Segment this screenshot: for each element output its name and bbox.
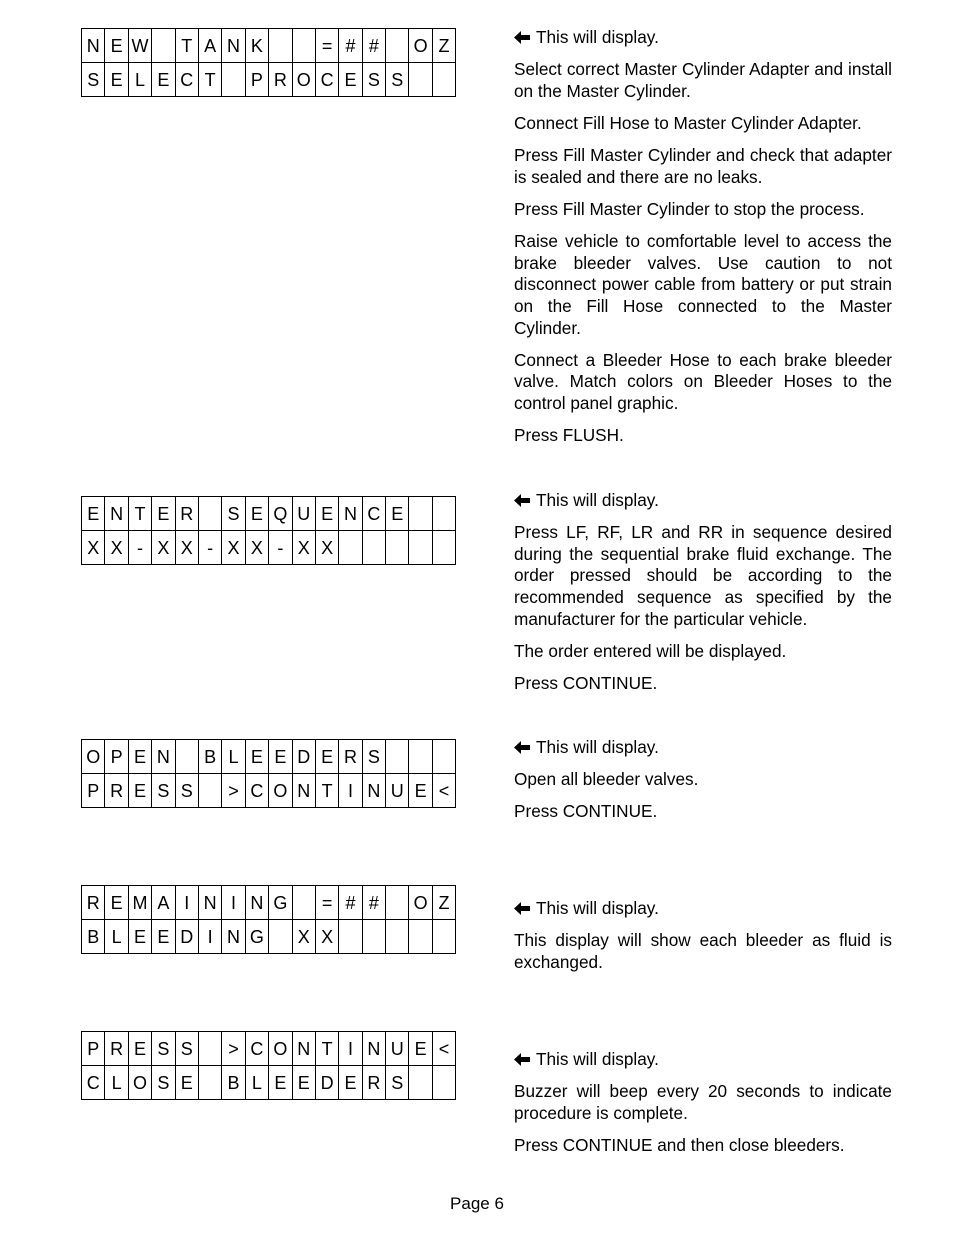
display-cell: X: [245, 531, 268, 565]
display-cell: O: [128, 1066, 151, 1100]
display-cell: R: [105, 774, 128, 808]
display-cell: C: [82, 1066, 105, 1100]
display-note: This will display.: [514, 737, 892, 759]
left-arrow-icon: [514, 31, 530, 44]
display-cell: C: [245, 774, 268, 808]
instruction-paragraph: Connect Fill Hose to Master Cylinder Adapter.: [514, 112, 862, 133]
page-number: Page 6: [450, 1194, 504, 1213]
display-row: [82, 1066, 456, 1100]
display-cell: S: [152, 1066, 175, 1100]
display-cell: [409, 920, 432, 954]
display-cell: K: [245, 29, 268, 63]
display-cell: U: [292, 497, 315, 531]
instruction-block-4: [514, 898, 892, 984]
display-cell: I: [339, 1032, 362, 1066]
display-cell: [292, 29, 315, 63]
display-row: [82, 920, 456, 954]
instruction-paragraph: Press FLUSH.: [514, 425, 624, 446]
display-cell: -: [198, 531, 221, 565]
display-row: [82, 497, 456, 531]
display-cell: E: [152, 920, 175, 954]
display-cell: R: [269, 63, 292, 97]
display-cell: N: [105, 497, 128, 531]
display-cell: E: [105, 63, 128, 97]
display-cell: T: [128, 497, 151, 531]
display-cell: D: [175, 920, 198, 954]
display-cell: P: [245, 63, 268, 97]
display-cell: [339, 531, 362, 565]
display-cell: D: [315, 1066, 338, 1100]
display-cell: Z: [432, 886, 455, 920]
display-cell: I: [175, 886, 198, 920]
display-cell: [432, 1066, 455, 1100]
display-cell: -: [269, 531, 292, 565]
display-cell: N: [198, 886, 221, 920]
display-cell: X: [105, 531, 128, 565]
display-row: [82, 740, 456, 774]
display-cell: T: [175, 29, 198, 63]
display-cell: N: [362, 774, 385, 808]
display-cell: [409, 1066, 432, 1100]
display-cell: [198, 497, 221, 531]
display-cell: [269, 29, 292, 63]
display-cell: <: [432, 774, 455, 808]
display-cell: [432, 497, 455, 531]
display-cell: >: [222, 774, 245, 808]
display-open-bleeders: [81, 739, 456, 808]
display-cell: P: [82, 1032, 105, 1066]
display-row: [82, 531, 456, 565]
display-note: This will display.: [514, 898, 892, 920]
display-cell: N: [292, 1032, 315, 1066]
display-note: This will display.: [514, 27, 892, 49]
left-arrow-icon: [514, 741, 530, 754]
display-cell: S: [175, 1032, 198, 1066]
display-cell: R: [175, 497, 198, 531]
display-cell: S: [82, 63, 105, 97]
display-cell: N: [82, 29, 105, 63]
display-cell: [386, 29, 409, 63]
instruction-block-2: [514, 490, 892, 705]
display-cell: L: [245, 1066, 268, 1100]
display-remaining: [81, 885, 456, 954]
display-cell: [432, 740, 455, 774]
display-cell: E: [245, 740, 268, 774]
display-cell: U: [386, 1032, 409, 1066]
display-cell: #: [339, 886, 362, 920]
display-note: This will display.: [514, 1049, 892, 1071]
display-cell: [409, 531, 432, 565]
display-cell: Z: [432, 29, 455, 63]
display-cell: S: [362, 63, 385, 97]
display-cell: P: [82, 774, 105, 808]
display-cell: C: [315, 63, 338, 97]
display-cell: O: [82, 740, 105, 774]
display-cell: [409, 740, 432, 774]
display-cell: E: [339, 1066, 362, 1100]
display-cell: [198, 1066, 221, 1100]
instruction-block-1: [514, 27, 892, 457]
display-cell: [198, 1032, 221, 1066]
display-cell: [386, 886, 409, 920]
display-cell: [409, 497, 432, 531]
instruction-paragraph: Press CONTINUE.: [514, 672, 658, 693]
display-row: [82, 1032, 456, 1066]
display-cell: C: [245, 1032, 268, 1066]
display-cell: E: [245, 497, 268, 531]
display-cell: <: [432, 1032, 455, 1066]
display-cell: E: [105, 29, 128, 63]
display-cell: I: [339, 774, 362, 808]
display-cell: E: [269, 1066, 292, 1100]
display-cell: S: [152, 774, 175, 808]
instruction-paragraph: This display will show each bleeder as fluid is exchanged.: [514, 930, 892, 972]
display-cell: E: [82, 497, 105, 531]
instruction-paragraph: Select correct Master Cylinder Adapter and install on the Master Cylinder.: [514, 59, 892, 101]
display-cell: I: [222, 886, 245, 920]
instruction-block-5: [514, 1049, 892, 1167]
display-cell: [386, 920, 409, 954]
left-arrow-icon: [514, 494, 530, 507]
instruction-paragraph: Buzzer will beep every 20 seconds to indicate procedure is complete.: [514, 1081, 892, 1123]
display-row: [82, 774, 456, 808]
display-cell: =: [315, 886, 338, 920]
instruction-paragraph: The order entered will be displayed.: [514, 640, 787, 661]
display-cell: R: [105, 1032, 128, 1066]
display-cell: G: [269, 886, 292, 920]
display-cell: [432, 531, 455, 565]
display-cell: [269, 920, 292, 954]
display-cell: N: [222, 920, 245, 954]
display-cell: S: [152, 1032, 175, 1066]
display-cell: =: [315, 29, 338, 63]
display-cell: O: [409, 886, 432, 920]
left-arrow-icon: [514, 902, 530, 915]
display-cell: P: [105, 740, 128, 774]
display-cell: O: [292, 63, 315, 97]
display-cell: N: [245, 886, 268, 920]
display-cell: N: [222, 29, 245, 63]
display-cell: B: [222, 1066, 245, 1100]
display-cell: T: [198, 63, 221, 97]
display-cell: N: [339, 497, 362, 531]
display-cell: X: [292, 531, 315, 565]
display-cell: [362, 531, 385, 565]
display-cell: T: [315, 774, 338, 808]
display-cell: E: [409, 774, 432, 808]
display-cell: R: [339, 740, 362, 774]
display-cell: S: [386, 1066, 409, 1100]
display-cell: S: [222, 497, 245, 531]
display-cell: X: [222, 531, 245, 565]
display-cell: T: [315, 1032, 338, 1066]
display-cell: W: [128, 29, 151, 63]
display-cell: E: [315, 740, 338, 774]
display-cell: E: [339, 63, 362, 97]
display-cell: N: [152, 740, 175, 774]
display-cell: E: [152, 63, 175, 97]
display-cell: #: [362, 886, 385, 920]
display-cell: [198, 774, 221, 808]
display-cell: [222, 63, 245, 97]
left-arrow-icon: [514, 1053, 530, 1066]
display-cell: [362, 920, 385, 954]
display-new-tank: [81, 28, 456, 97]
display-cell: E: [315, 497, 338, 531]
display-cell: A: [152, 886, 175, 920]
display-enter-sequence: [81, 496, 456, 565]
display-row: [82, 886, 456, 920]
display-cell: E: [128, 774, 151, 808]
display-cell: B: [82, 920, 105, 954]
display-cell: X: [315, 920, 338, 954]
display-cell: #: [362, 29, 385, 63]
display-cell: R: [362, 1066, 385, 1100]
instruction-paragraph: Connect a Bleeder Hose to each brake bleeder valve. Match colors on Bleeder Hoses to the control panel graphic.: [514, 349, 892, 413]
display-cell: A: [198, 29, 221, 63]
display-cell: L: [128, 63, 151, 97]
display-cell: E: [292, 1066, 315, 1100]
display-cell: S: [175, 774, 198, 808]
display-cell: [386, 740, 409, 774]
display-cell: G: [245, 920, 268, 954]
display-cell: E: [128, 740, 151, 774]
display-cell: [409, 63, 432, 97]
display-cell: E: [386, 497, 409, 531]
display-cell: X: [82, 531, 105, 565]
display-cell: B: [198, 740, 221, 774]
display-cell: E: [152, 497, 175, 531]
display-cell: I: [198, 920, 221, 954]
display-cell: [175, 740, 198, 774]
display-cell: N: [292, 774, 315, 808]
display-cell: M: [128, 886, 151, 920]
instruction-paragraph: Press CONTINUE.: [514, 801, 658, 822]
display-cell: O: [269, 774, 292, 808]
display-cell: E: [269, 740, 292, 774]
instruction-paragraph: Press Fill Master Cylinder and check that adapter is sealed and there are no leaks.: [514, 145, 892, 187]
display-cell: X: [292, 920, 315, 954]
display-cell: E: [409, 1032, 432, 1066]
display-cell: [432, 63, 455, 97]
display-cell: S: [386, 63, 409, 97]
display-cell: L: [222, 740, 245, 774]
display-cell: [432, 920, 455, 954]
display-cell: O: [409, 29, 432, 63]
instruction-paragraph: Raise vehicle to comfortable level to access the brake bleeder valves. Use caution to not disconnect power cable from battery or put strain on the Fill Hose connected to the Master Cylinder.: [514, 231, 892, 338]
display-cell: -: [128, 531, 151, 565]
display-cell: R: [82, 886, 105, 920]
display-cell: L: [105, 920, 128, 954]
display-cell: E: [105, 886, 128, 920]
instruction-paragraph: Open all bleeder valves.: [514, 769, 699, 790]
display-cell: L: [105, 1066, 128, 1100]
display-cell: X: [152, 531, 175, 565]
display-cell: #: [339, 29, 362, 63]
display-row: [82, 63, 456, 97]
display-cell: [292, 886, 315, 920]
display-row: [82, 29, 456, 63]
display-cell: D: [292, 740, 315, 774]
display-close-bleeders: [81, 1031, 456, 1100]
instruction-paragraph: Press Fill Master Cylinder to stop the process.: [514, 198, 865, 219]
display-cell: [152, 29, 175, 63]
display-cell: C: [175, 63, 198, 97]
instruction-block-3: [514, 737, 892, 834]
display-cell: U: [386, 774, 409, 808]
display-cell: [386, 531, 409, 565]
display-note: This will display.: [514, 490, 892, 512]
instruction-paragraph: Press LF, RF, LR and RR in sequence desired during the sequential brake fluid exchange. The order pressed should be according to the recommended sequence as specified by the manufacturer for the particular vehicle.: [514, 522, 892, 629]
display-cell: X: [315, 531, 338, 565]
display-cell: O: [269, 1032, 292, 1066]
display-cell: X: [175, 531, 198, 565]
display-cell: [339, 920, 362, 954]
display-cell: Q: [269, 497, 292, 531]
display-cell: E: [175, 1066, 198, 1100]
display-cell: >: [222, 1032, 245, 1066]
display-cell: E: [128, 920, 151, 954]
display-cell: E: [128, 1032, 151, 1066]
display-cell: N: [362, 1032, 385, 1066]
instruction-paragraph: Press CONTINUE and then close bleeders.: [514, 1134, 845, 1155]
display-cell: S: [362, 740, 385, 774]
display-cell: C: [362, 497, 385, 531]
